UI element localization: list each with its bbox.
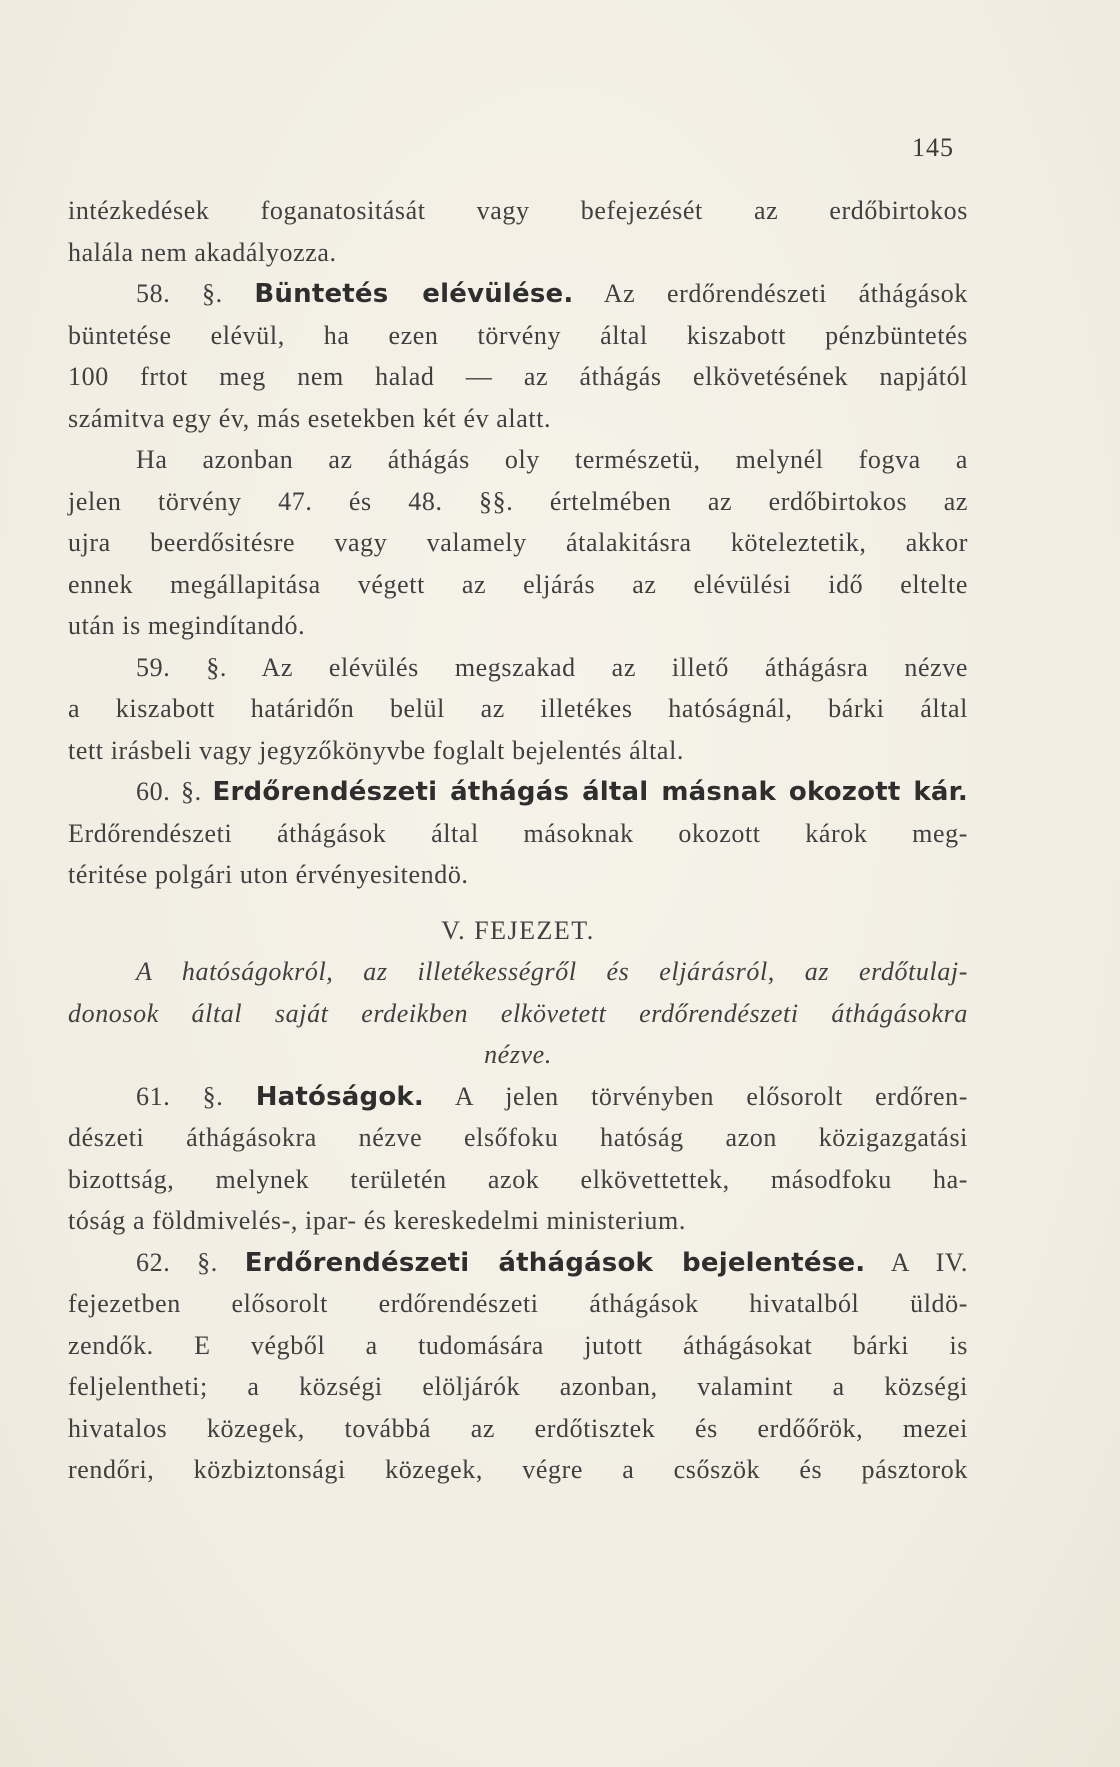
section-62-heading-line: [68, 1242, 968, 1284]
text-line: dészeti áthágásokra nézve elsőfoku hatóság azon közigazgatási: [68, 1123, 968, 1152]
section-60-heading-line: [68, 771, 968, 813]
text-line: Ha azonban az áthágás oly természetü, melynél fogva a: [136, 445, 968, 474]
text-fragment: Az erdőrendészeti áthágások: [573, 279, 968, 308]
text-line: tett irásbeli vagy jegyzőkönyvbe foglalt bejelentés által.: [68, 735, 684, 765]
text-line: a kiszabott határidőn belül az illetékes hatóságnál, bárki által: [68, 694, 968, 723]
section-title: Erdőrendészeti áthágások bejelentése.: [244, 1247, 866, 1278]
text-line: számitva egy év, más esetekben két év alatt.: [68, 403, 552, 433]
section-title: Hatóságok.: [255, 1081, 424, 1112]
text-fragment: A IV.: [865, 1247, 968, 1277]
text-line: rendőri, közbiztonsági közegek, végre a csőszök és pásztorok: [68, 1455, 968, 1484]
text-line: halála nem akadályozza.: [68, 237, 337, 267]
text-line: ennek megállapitása végett az eljárás az elévülési idő eltelte: [68, 569, 968, 599]
text-line: 100 frtot meg nem halad — az áthágás elkövetésének napjától: [68, 362, 968, 391]
text-line: ujra beerdősitésre vagy valamely átalakitásra köteleztetik, akkor: [68, 528, 968, 557]
chapter-title: V. FEJEZET.: [441, 915, 595, 945]
text-fragment: A jelen törvényben elősorolt erdőren-: [423, 1081, 968, 1111]
section-number: 62. §.: [136, 1247, 245, 1277]
section-58-heading-line: [68, 273, 968, 315]
section-number: 61. §.: [136, 1081, 256, 1111]
body-text: [68, 190, 968, 1491]
text-line: Erdőrendészeti áthágások által másoknak okozott károk meg-: [68, 818, 968, 848]
text-line: tóság a földmivelés-, ipar- és kereskedelmi ministerium.: [68, 1206, 686, 1235]
text-line: bizottság, melynek területén azok elkövettettek, másodfoku ha-: [68, 1164, 968, 1194]
section-number: 60. §.: [136, 777, 213, 806]
text-line: téritése polgári uton érvényesitendö.: [68, 860, 469, 889]
text-line: fejezetben elősorolt erdőrendészeti áthágások hivatalból üldö-: [68, 1289, 968, 1318]
text-line: hivatalos közegek, továbbá az erdőtisztek és erdőőrök, mezei: [68, 1413, 968, 1443]
section-title: Büntetés elévülése.: [254, 279, 574, 309]
text-line: intézkedések foganatositását vagy befejezését az erdőbirtokos: [68, 196, 968, 225]
spacer: [68, 896, 968, 910]
text-line: zendők. E végből a tudomására jutott áthágásokat bárki is: [68, 1330, 968, 1360]
text-line: feljelentheti; a községi elöljárók azonban, valamint a községi: [68, 1372, 968, 1401]
page-number: 145: [912, 133, 954, 162]
text-line: után is megindítandó.: [68, 611, 306, 640]
section-number: 58. §.: [136, 279, 255, 308]
text-line: büntetése elévül, ha ezen törvény által kiszabott pénzbüntetés: [68, 320, 968, 350]
section-59-line: 59. §. Az elévülés megszakad az illető áthágásra nézve: [136, 652, 968, 682]
chapter-subtitle-line: A hatóságokról, az illetékességről és eljárásról, az erdőtulaj-: [136, 957, 968, 986]
section-61-heading-line: [68, 1076, 968, 1118]
chapter-subtitle-line: donosok által saját erdeikben elkövetett erdőrendészeti áthágásokra: [68, 998, 968, 1028]
section-title: Erdőrendészeti áthágás által másnak okozott kár.: [212, 777, 969, 807]
text-line: jelen törvény 47. és 48. §§. értelmében az erdőbirtokos az: [68, 486, 968, 516]
chapter-subtitle-line: nézve.: [484, 1040, 552, 1069]
